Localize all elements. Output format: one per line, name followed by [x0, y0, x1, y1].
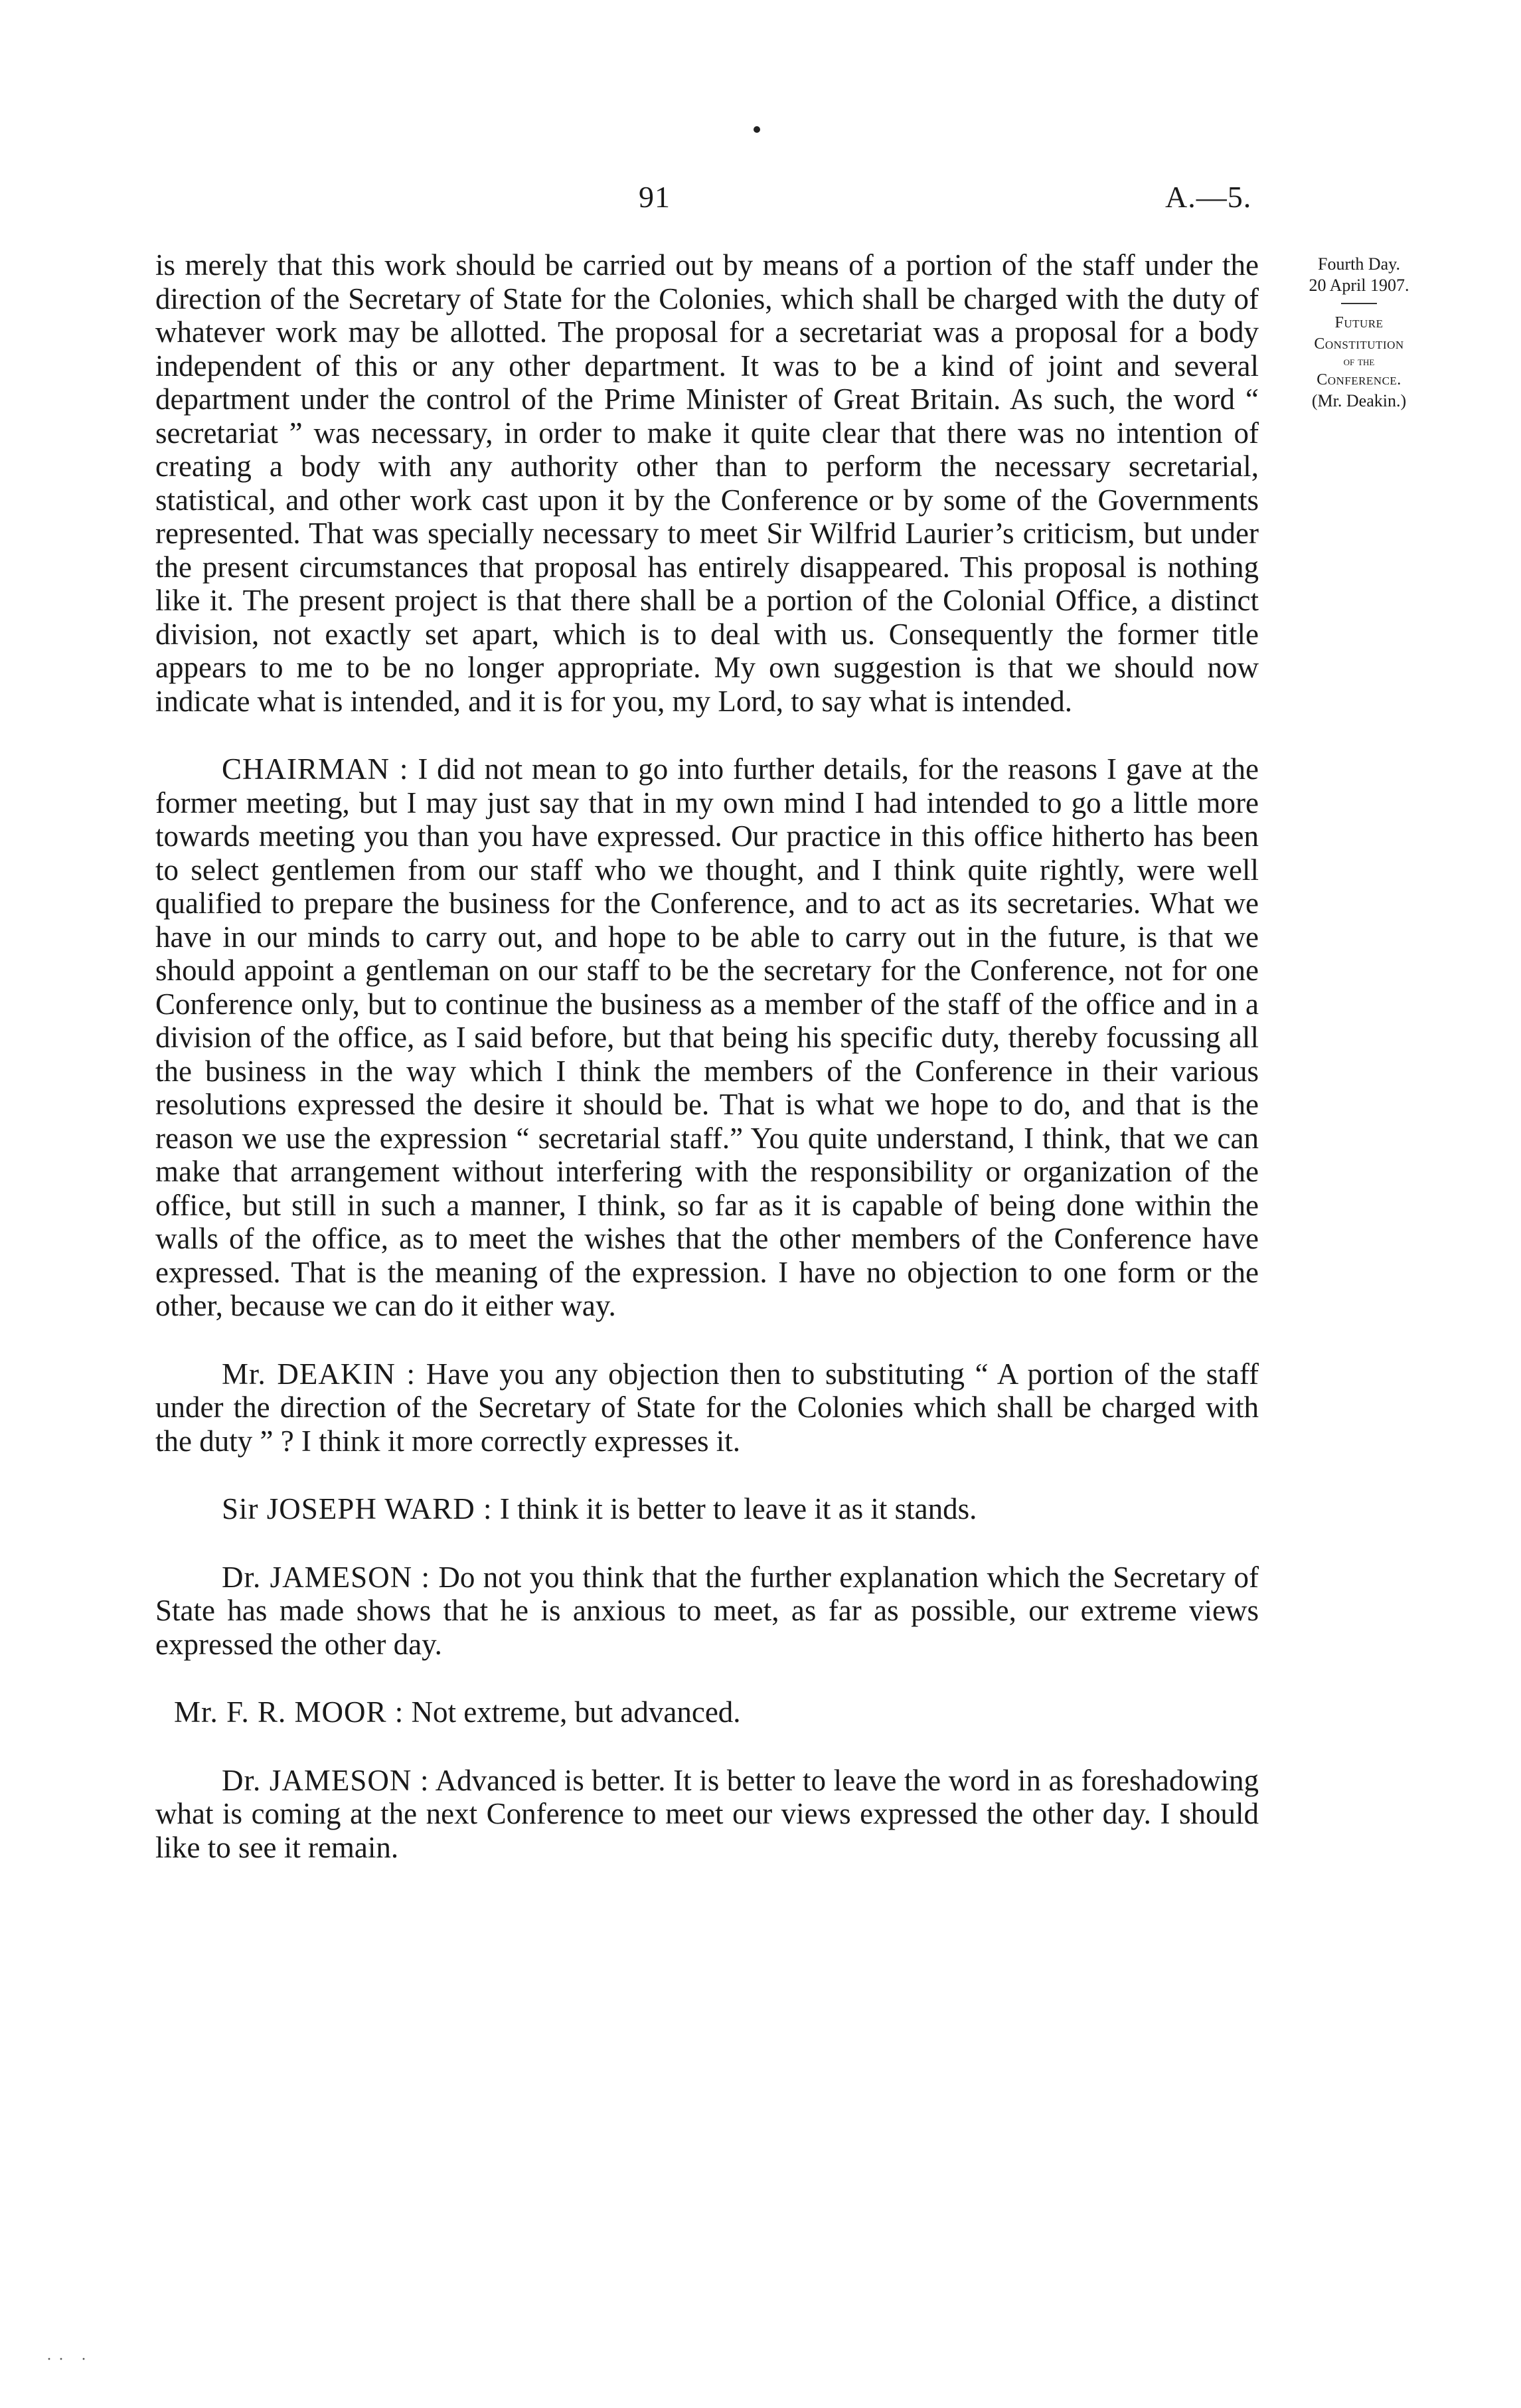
- page-number: 91: [639, 180, 671, 214]
- speaker-label: Dr. JAMESON :: [222, 1560, 431, 1594]
- margin-note-day: Fourth Day.: [1318, 254, 1400, 274]
- paragraph-text: I did not mean to go into further details, for the reasons I gave at the former meeting, but I may just say that in my own mind I had intended to go a little more towards meeting you than you have expressed. Our practice in this office hitherto has been to select gentlemen from our staff who we thought, and I think quite rightly, were well qualified to prepare the business for the Conference, and to act as its secretaries. What we have in our minds to carry out, and hope to be able to carry out in the future, is that we should appoint a gentleman on our staff to be the secretary for the Conference, not for one Conference only, but to continue the business as a member of the staff of the office and in a division of the office, as I said before, but that being his specific duty, thereby focussing all the business in the way which I think the members of the Conference in their various resolutions expressed the desire it should be. That is what we hope to do, and that is the reason we use the expression “ secretarial staff.” You quite understand, I think, that we can make that arrangement without interfering with the responsibility or organization of the office, but still in such a manner, I think, so far as it is capable of being done within the walls of the office, as to meet the wishes that the other members of the Conference have expressed. That is the meaning of the expression. I have no objection to one form or the other, because we can do it either way.: [155, 752, 1259, 1322]
- margin-note-date: 20 April 1907.: [1309, 276, 1409, 295]
- paragraph-text: Have you any objection then to substituting “ A portion of the staff under the direction of the Secretary of State for the Colonies which shall be charged with the duty ” ? I think it more correctly expresses it.: [155, 1357, 1259, 1458]
- paragraph-text: Advanced is better. It is better to leave the word in as foreshadowing what is coming at the next Conference to meet our views expressed the other day. I should like to see it remain.: [155, 1763, 1259, 1864]
- margin-note-topic-1: Future: [1334, 314, 1384, 331]
- margin-note-topic-3: of the: [1343, 355, 1375, 369]
- paragraph-moor: [155, 1695, 1259, 1729]
- paragraph-jameson-2: [155, 1764, 1259, 1865]
- margin-note-divider: [1341, 303, 1377, 304]
- speaker-label: CHAIRMAN :: [222, 752, 409, 786]
- margin-note-topic-4: Conference.: [1317, 371, 1401, 388]
- paragraph-text: Not extreme, but advanced.: [411, 1695, 741, 1729]
- paragraph-text: I think it is better to leave it as it stands.: [499, 1492, 977, 1525]
- paragraph-text: Do not you think that the further explanation which the Secretary of State has made shows that he is anxious to meet, as far as possible, our extreme views expressed the other day.: [155, 1560, 1259, 1661]
- scan-specks: ·· ·: [46, 2351, 93, 2368]
- paragraph-deakin: [155, 1357, 1259, 1458]
- speaker-label: Dr. JAMESON :: [222, 1763, 430, 1797]
- speaker-label: Sir JOSEPH WARD :: [222, 1492, 493, 1525]
- document-reference: A.—5.: [1165, 180, 1252, 214]
- speaker-label: Mr. DEAKIN :: [222, 1357, 416, 1391]
- speaker-label: Mr. F. R. MOOR :: [174, 1695, 404, 1729]
- margin-note-speaker: (Mr. Deakin.): [1311, 391, 1407, 410]
- paragraph-text: is merely that this work should be carried out by means of a portion of the staff under the direction of the Secretary of State for the Colonies, which shall be charged with the duty of whatever work may be allotted. The proposal for a secretariat was a proposal for a body independent of this or any other department. It was to be a kind of joint and several department under the control of the Prime Minister of Great Britain. As such, the word “ secretariat ” was necessary, in order to make it quite clear that there was no intention of creating a body with any authority other than to perform the necessary secretarial, statistical, and other work cast upon it by the Conference or by some of the Governments represented. That was specially necessary to meet Sir Wilfrid Laurier’s criticism, but under the present circumstances that proposal has entirely disappeared. This proposal is nothing like it. The present project is that there shall be a portion of the Colonial Office, a distinct division, not exactly set apart, which is to deal with us. Consequently the former title appears to me to be no longer appropriate. My own suggestion is that we should now indicate what is intended, and it is for you, my Lord, to say what is intended.: [155, 248, 1259, 718]
- paragraph-ward: [155, 1492, 1259, 1526]
- paragraph-jameson-1: [155, 1561, 1259, 1662]
- margin-note: [1276, 254, 1442, 412]
- paragraph-chairman: [155, 752, 1259, 1323]
- margin-note-topic-2: Constitution: [1314, 335, 1404, 353]
- ink-dot: [754, 126, 760, 133]
- paragraph-continuation: [155, 248, 1259, 718]
- body-text: [155, 248, 1259, 1864]
